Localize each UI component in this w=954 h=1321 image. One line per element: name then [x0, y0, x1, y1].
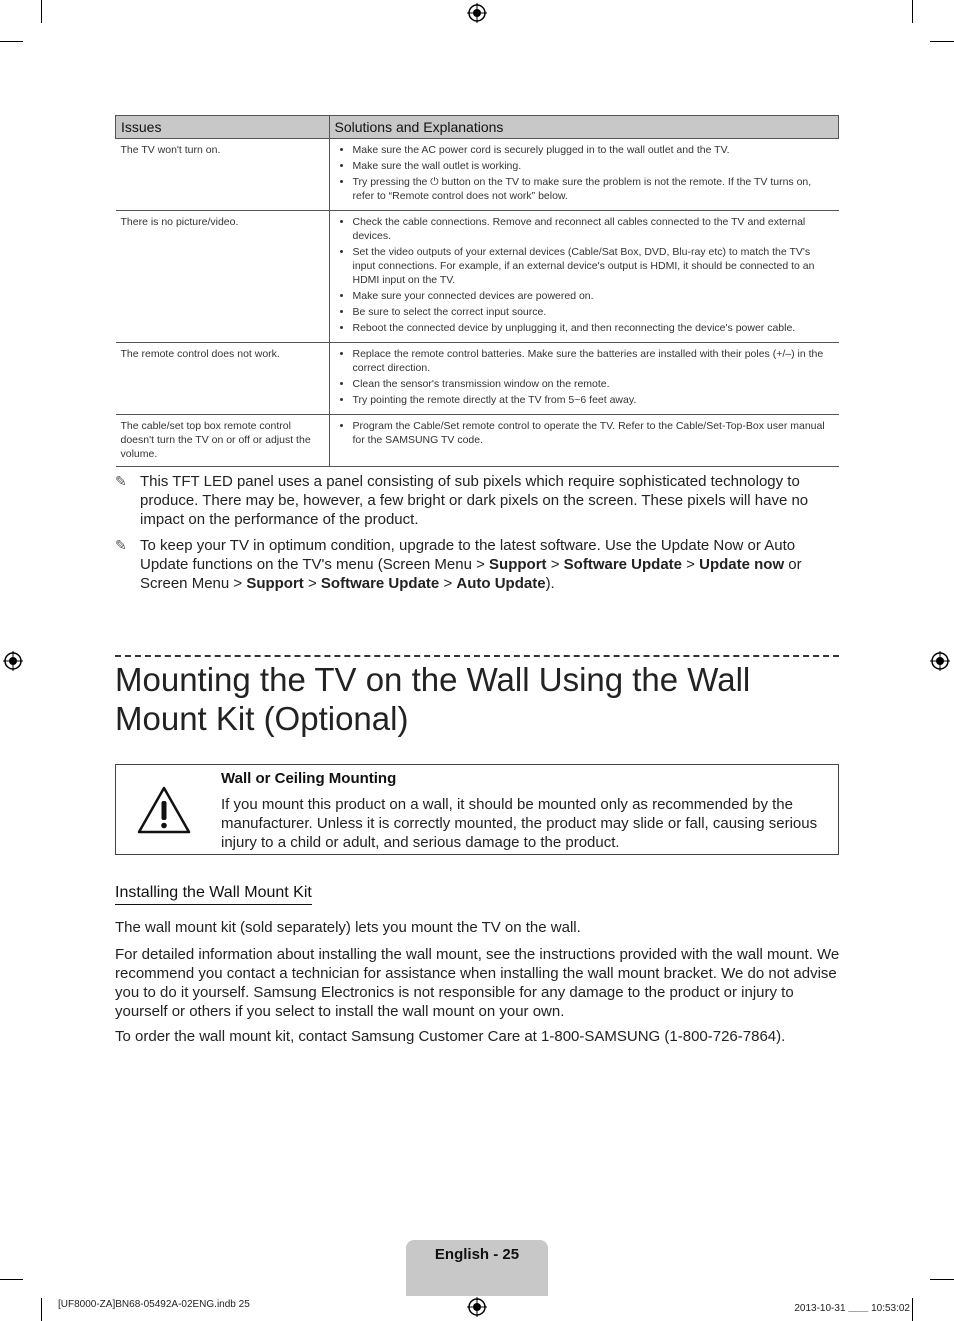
note-text-part: To keep your TV in optimum condition, upgrade to the latest software. Use the Update Now or Auto Update functions on the TV's menu (Screen Menu > [140, 537, 796, 573]
crop-mark [930, 1279, 954, 1280]
solution-item: • Try pressing the ⏻ button on the TV to make sure the problem is not the remote. If the TV turns on, refer to “Remote control does not work” below. [353, 175, 834, 203]
crop-mark [0, 1279, 23, 1280]
paragraph: The wall mount kit (sold separately) lets you mount the TV on the wall. [115, 919, 581, 936]
warning-body: If you mount this product on a wall, it should be mounted only as recommended by the manufacturer. Unless it is correctly mounted, the product may slide or fall, causing serious injury to a child or adult, and serious damage to the product. [221, 796, 818, 851]
file-slug: [UF8000-ZA]BN68-05492A-02ENG.indb 25 [58, 1299, 250, 1310]
separator: > [439, 575, 457, 592]
crop-mark [912, 1298, 913, 1321]
menu-support: Support [489, 556, 547, 573]
warning-triangle-icon [136, 785, 192, 835]
table-row [116, 415, 839, 467]
solutions-cell [329, 415, 839, 467]
warning-box [115, 764, 839, 855]
crop-mark [0, 41, 23, 42]
solution-item: • Make sure the wall outlet is working. [353, 159, 834, 173]
registration-mark-icon [467, 3, 487, 23]
menu-support: Support [246, 575, 304, 592]
column-header-solutions: Solutions and Explanations [329, 116, 839, 139]
solution-item: • Reboot the connected device by unplugging it, and then reconnecting the device's power cable. [353, 321, 834, 335]
troubleshooting-table [115, 115, 839, 467]
solution-item: • Check the cable connections. Remove and reconnect all cables connected to the TV and external devices. [353, 215, 834, 243]
crop-mark [41, 0, 42, 23]
section-title: Mounting the TV on the Wall Using the Wall Mount Kit (Optional) [115, 661, 751, 737]
page-number-tab [406, 1240, 548, 1296]
table-row [116, 139, 839, 211]
separator: > [546, 556, 564, 573]
menu-software-update: Software Update [320, 575, 440, 592]
page-number: English - 25 [434, 1246, 520, 1263]
table-header-row [116, 116, 839, 139]
note-panel-pixels [115, 472, 839, 529]
menu-software-update: Software Update [563, 556, 683, 573]
solutions-cell [329, 343, 839, 415]
crop-mark [912, 0, 913, 23]
solutions-cell [329, 139, 839, 211]
issue-cell: The cable/set top box remote control doesn't turn the TV on or off or adjust the volume. [116, 415, 330, 467]
solution-item: • Clean the sensor's transmission window on the remote. [353, 377, 834, 391]
solution-item: • Make sure the AC power cord is securely plugged in to the wall outlet and the TV. [353, 143, 834, 157]
note-software-update [115, 536, 839, 593]
note-text-part: or Screen Menu > [140, 556, 802, 592]
solution-item: • Program the Cable/Set remote control to operate the TV. Refer to the Cable/Set-Top-Box user manual for the SAMSUNG TV code. [353, 419, 834, 447]
column-header-issues: Issues [116, 116, 330, 139]
pencil-icon: ✎ [115, 537, 127, 553]
solution-item: • Make sure your connected devices are powered on. [353, 289, 834, 303]
solution-item: • Try pointing the remote directly at the TV from 5~6 feet away. [353, 393, 834, 407]
table-row [116, 211, 839, 343]
subsection-heading: Installing the Wall Mount Kit [115, 884, 312, 905]
paragraph: For detailed information about installing the wall mount, see the instructions provided with the wall mount. We recommend you contact a technician for assistance when installing the wall mount bracket. We do not advise you to do it yourself. Samsung Electronics is not responsible for any damage to the product or injury to yourself or others if you select to install the wall mount on your own. [115, 946, 840, 1020]
note-text: This TFT LED panel uses a panel consisting of sub pixels which require sophisticated technology to produce. There may be, however, a few bright or dark pixels on the screen. These pixels will have no impact on the performance of the product. [140, 473, 809, 528]
separator: > [303, 575, 321, 592]
solution-item: • Set the video outputs of your external devices (Cable/Sat Box, DVD, Blu-ray etc) to match the TV's input connections. For example, if an external device's output is HDMI, it should be connected to an HDMI input on the TV. [353, 245, 834, 287]
section-divider [115, 655, 839, 657]
solutions-cell [329, 211, 839, 343]
print-timestamp: 2013-10-31 ＿＿ 10:53:02 [794, 1303, 910, 1314]
warning-heading: Wall or Ceiling Mounting [221, 770, 397, 787]
menu-update-now: Update now [699, 556, 785, 573]
crop-mark [930, 41, 954, 42]
menu-auto-update: Auto Update [456, 575, 546, 592]
issue-cell: The TV won't turn on. [116, 139, 330, 211]
paragraph: To order the wall mount kit, contact Samsung Customer Care at 1-800-SAMSUNG (1-800-726-7864). [115, 1028, 786, 1045]
issue-cell: There is no picture/video. [116, 211, 330, 343]
separator: > [682, 556, 700, 573]
registration-mark-icon [3, 651, 23, 671]
crop-mark [41, 1298, 42, 1321]
note-text [140, 536, 839, 593]
table-row [116, 343, 839, 415]
registration-mark-icon [930, 651, 950, 671]
solution-item: • Be sure to select the correct input source. [353, 305, 834, 319]
solution-item: • Replace the remote control batteries. Make sure the batteries are installed with their poles (+/–) in the correct direction. [353, 347, 834, 375]
pencil-icon: ✎ [115, 473, 127, 489]
note-text-part: ). [545, 575, 555, 592]
registration-mark-icon [467, 1297, 487, 1317]
issue-cell: The remote control does not work. [116, 343, 330, 415]
